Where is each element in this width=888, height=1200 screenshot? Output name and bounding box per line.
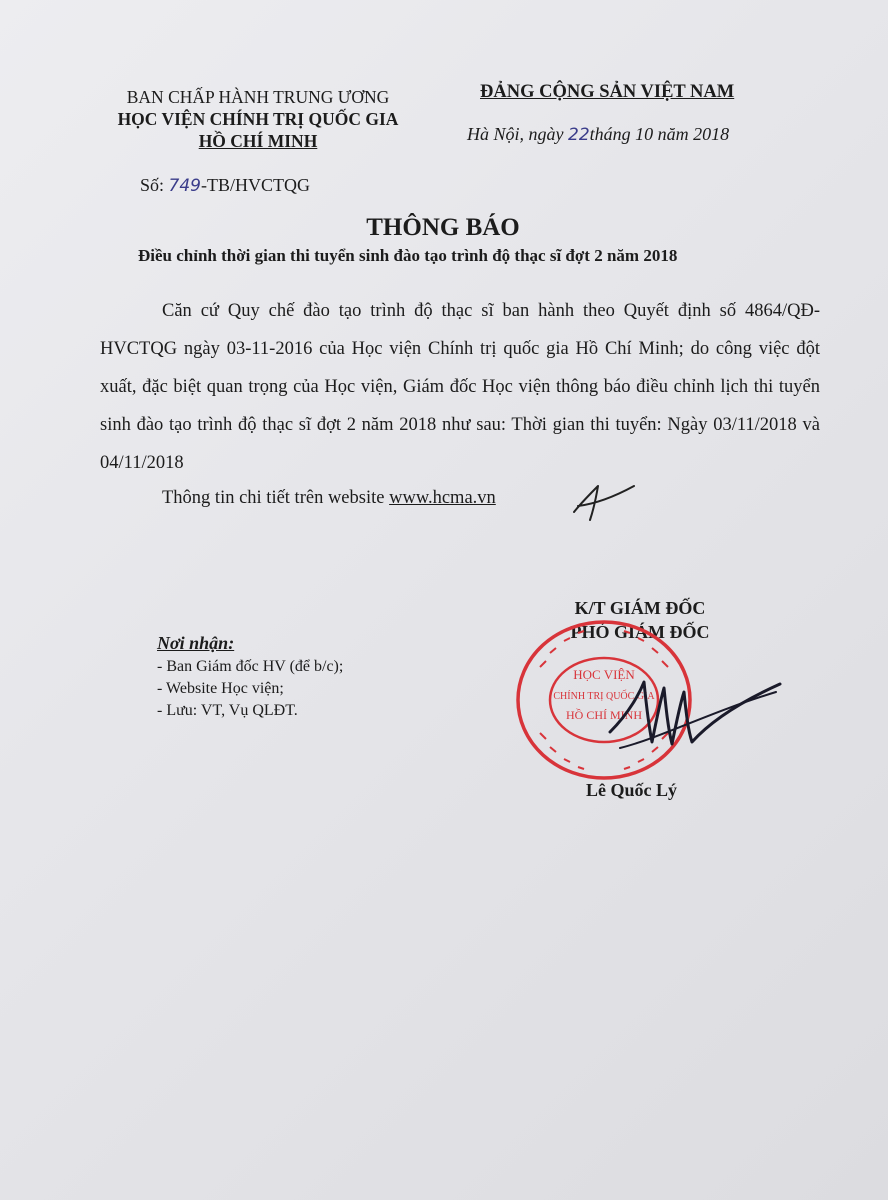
org-line-3: HỒ CHÍ MINH <box>198 131 318 151</box>
document-number <box>140 175 310 196</box>
issue-date <box>467 124 729 145</box>
doc-number-suffix: -TB/HVCTQG <box>200 175 310 195</box>
signer-name: Lê Quốc Lý <box>586 780 678 800</box>
recipient-item: - Lưu: VT, Vụ QLĐT. <box>157 702 298 719</box>
date-day-handwritten: 22 <box>568 125 590 145</box>
body-paragraph-2 <box>162 488 496 509</box>
doc-number-prefix: Số: <box>140 175 165 195</box>
recipient-item: - Website Học viện; <box>157 680 284 697</box>
org-block <box>88 86 428 152</box>
signature-line-1: K/T GIÁM ĐỐC <box>574 598 706 618</box>
date-suffix: tháng 10 năm 2018 <box>589 124 730 144</box>
document-title: THÔNG BÁO <box>366 214 520 241</box>
recipients-heading: Nơi nhận: <box>157 633 235 653</box>
org-line-1: BAN CHẤP HÀNH TRUNG ƯƠNG <box>126 87 390 107</box>
handwritten-signature <box>600 672 790 760</box>
date-prefix: Hà Nội, ngày <box>467 124 564 144</box>
website-link[interactable]: www.hcma.vn <box>389 488 496 508</box>
seal-center-line-3: HỒ CHÍ MINH <box>566 708 642 722</box>
seal-center-line-2: CHÍNH TRỊ QUỐC GIA <box>553 691 655 702</box>
recipient-item: - Ban Giám đốc HV (để b/c); <box>157 658 344 675</box>
party-name: ĐẢNG CỘNG SẢN VIỆT NAM <box>480 82 735 102</box>
org-line-2: HỌC VIỆN CHÍNH TRỊ QUỐC GIA <box>117 109 399 129</box>
seal-center-line-1: HỌC VIỆN <box>573 667 635 682</box>
doc-number-handwritten: 749 <box>168 176 201 196</box>
website-prefix: Thông tin chi tiết trên website <box>162 488 385 508</box>
body-paragraph-1: Căn cứ Quy chế đào tạo trình độ thạc sĩ ban hành theo Quyết định số 4864/QĐ-HVCTQG ngày 03-11-2016 của Học viện Chính trị quốc gia Hồ Chí Minh; do công việc đột xuất, đặc biệt quan trọng của Học viện, Giám đốc Học viện thông báo điều chỉnh lịch thi tuyển sinh đào tạo trình độ thạc sĩ đợt 2 năm 2018 như sau: Thời gian thi tuyển: Ngày 03/11/2018 và 04/11/2018 <box>100 301 820 473</box>
recipients-block <box>157 632 343 722</box>
document-subtitle: Điều chỉnh thời gian thi tuyển sinh đào tạo trình độ thạc sĩ đợt 2 năm 2018 <box>138 246 678 265</box>
signature-line-2: PHÓ GIÁM ĐỐC <box>570 622 710 642</box>
initial-mark-icon <box>568 482 638 524</box>
